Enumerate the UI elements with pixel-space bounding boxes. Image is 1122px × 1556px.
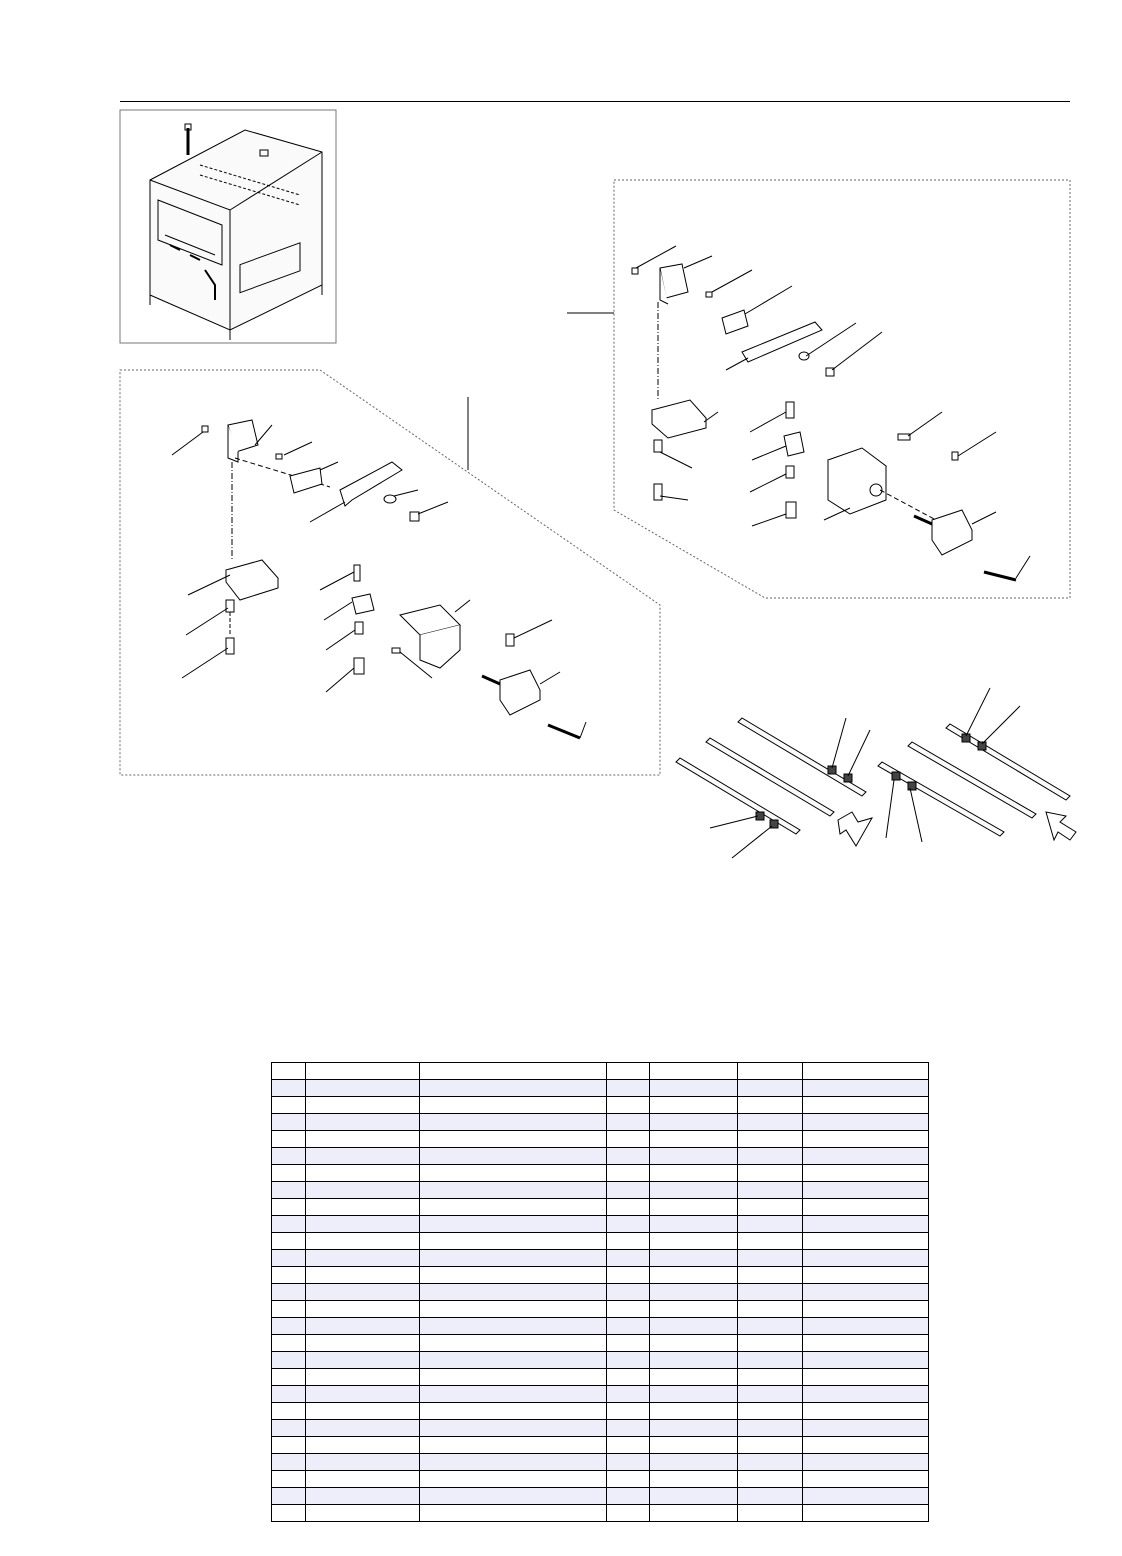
table-cell bbox=[272, 1369, 306, 1386]
table-cell bbox=[306, 1471, 420, 1488]
left-assembly-panel bbox=[120, 370, 660, 775]
table-cell bbox=[738, 1131, 803, 1148]
table-cell bbox=[420, 1403, 607, 1420]
table-cell bbox=[272, 1080, 306, 1097]
table-cell bbox=[306, 1301, 420, 1318]
table-cell bbox=[650, 1216, 738, 1233]
table-cell bbox=[738, 1114, 803, 1131]
table-cell bbox=[272, 1454, 306, 1471]
table-cell bbox=[738, 1199, 803, 1216]
table-row bbox=[272, 1471, 929, 1488]
table-cell bbox=[650, 1165, 738, 1182]
table-cell bbox=[306, 1267, 420, 1284]
table-cell bbox=[420, 1352, 607, 1369]
table-cell bbox=[803, 1199, 929, 1216]
table-row bbox=[272, 1284, 929, 1301]
table-cell bbox=[420, 1488, 607, 1505]
table-cell bbox=[650, 1335, 738, 1352]
table-cell bbox=[803, 1420, 929, 1437]
table-cell bbox=[650, 1148, 738, 1165]
table-cell bbox=[607, 1097, 650, 1114]
table-cell bbox=[272, 1233, 306, 1250]
table-cell bbox=[272, 1437, 306, 1454]
table-cell bbox=[420, 1471, 607, 1488]
table-cell bbox=[272, 1267, 306, 1284]
table-cell bbox=[306, 1488, 420, 1505]
table-cell bbox=[607, 1131, 650, 1148]
table-cell bbox=[738, 1352, 803, 1369]
table-cell bbox=[650, 1352, 738, 1369]
table-cell bbox=[738, 1301, 803, 1318]
table-row bbox=[272, 1488, 929, 1505]
table-cell bbox=[420, 1097, 607, 1114]
table-cell bbox=[607, 1352, 650, 1369]
table-cell bbox=[803, 1216, 929, 1233]
table-cell bbox=[272, 1063, 306, 1080]
table-cell bbox=[306, 1250, 420, 1267]
table-cell bbox=[650, 1386, 738, 1403]
table-row bbox=[272, 1114, 929, 1131]
table-cell bbox=[803, 1437, 929, 1454]
table-row bbox=[272, 1063, 929, 1080]
table-row bbox=[272, 1454, 929, 1471]
table-cell bbox=[272, 1199, 306, 1216]
parts-list-table bbox=[271, 1062, 929, 1522]
table-cell bbox=[803, 1454, 929, 1471]
table-cell bbox=[803, 1097, 929, 1114]
table-cell bbox=[803, 1318, 929, 1335]
table-cell bbox=[272, 1488, 306, 1505]
table-cell bbox=[650, 1454, 738, 1471]
table-cell bbox=[650, 1505, 738, 1522]
table-cell bbox=[803, 1284, 929, 1301]
table-cell bbox=[738, 1080, 803, 1097]
table-cell bbox=[306, 1335, 420, 1352]
table-cell bbox=[607, 1114, 650, 1131]
table-row bbox=[272, 1352, 929, 1369]
table-cell bbox=[607, 1284, 650, 1301]
table-cell bbox=[607, 1165, 650, 1182]
table-cell bbox=[420, 1165, 607, 1182]
table-cell bbox=[272, 1420, 306, 1437]
table-cell bbox=[272, 1301, 306, 1318]
table-cell bbox=[607, 1505, 650, 1522]
table-cell bbox=[738, 1318, 803, 1335]
table-cell bbox=[607, 1454, 650, 1471]
table-cell bbox=[306, 1437, 420, 1454]
table-row bbox=[272, 1165, 929, 1182]
table-row bbox=[272, 1080, 929, 1097]
table-cell bbox=[738, 1097, 803, 1114]
table-cell bbox=[272, 1114, 306, 1131]
table-row bbox=[272, 1301, 929, 1318]
table-cell bbox=[420, 1199, 607, 1216]
table-cell bbox=[420, 1301, 607, 1318]
table-cell bbox=[803, 1182, 929, 1199]
table-cell bbox=[650, 1420, 738, 1437]
table-cell bbox=[272, 1403, 306, 1420]
table-row bbox=[272, 1267, 929, 1284]
table-cell bbox=[738, 1148, 803, 1165]
table-cell bbox=[803, 1301, 929, 1318]
table-row bbox=[272, 1403, 929, 1420]
table-cell bbox=[738, 1420, 803, 1437]
table-cell bbox=[607, 1420, 650, 1437]
table-cell bbox=[420, 1284, 607, 1301]
table-cell bbox=[607, 1182, 650, 1199]
table-cell bbox=[650, 1301, 738, 1318]
table-cell bbox=[607, 1437, 650, 1454]
table-cell bbox=[650, 1199, 738, 1216]
table-cell bbox=[650, 1471, 738, 1488]
table-cell bbox=[272, 1216, 306, 1233]
table-cell bbox=[738, 1250, 803, 1267]
table-cell bbox=[650, 1267, 738, 1284]
table-cell bbox=[306, 1284, 420, 1301]
table-row bbox=[272, 1318, 929, 1335]
table-cell bbox=[420, 1182, 607, 1199]
table-cell bbox=[650, 1080, 738, 1097]
table-cell bbox=[738, 1216, 803, 1233]
table-cell bbox=[306, 1318, 420, 1335]
table-row bbox=[272, 1097, 929, 1114]
table-cell bbox=[803, 1114, 929, 1131]
table-cell bbox=[420, 1318, 607, 1335]
table-cell bbox=[738, 1335, 803, 1352]
table-cell bbox=[803, 1131, 929, 1148]
table-cell bbox=[607, 1386, 650, 1403]
right-assembly-parts bbox=[567, 246, 1030, 580]
table-cell bbox=[650, 1488, 738, 1505]
table-cell bbox=[306, 1114, 420, 1131]
table-cell bbox=[803, 1471, 929, 1488]
table-row bbox=[272, 1199, 929, 1216]
table-row bbox=[272, 1250, 929, 1267]
table-cell bbox=[650, 1403, 738, 1420]
table-cell bbox=[607, 1216, 650, 1233]
table-cell bbox=[803, 1233, 929, 1250]
table-cell bbox=[306, 1148, 420, 1165]
table-cell bbox=[803, 1267, 929, 1284]
table-cell bbox=[420, 1216, 607, 1233]
table-cell bbox=[306, 1505, 420, 1522]
table-cell bbox=[607, 1233, 650, 1250]
table-cell bbox=[803, 1250, 929, 1267]
table-cell bbox=[420, 1131, 607, 1148]
table-row bbox=[272, 1216, 929, 1233]
table-row bbox=[272, 1233, 929, 1250]
table-cell bbox=[607, 1250, 650, 1267]
table-cell bbox=[272, 1335, 306, 1352]
table-cell bbox=[803, 1148, 929, 1165]
table-cell bbox=[607, 1471, 650, 1488]
table-cell bbox=[420, 1437, 607, 1454]
table-cell bbox=[803, 1488, 929, 1505]
table-cell bbox=[607, 1488, 650, 1505]
table-cell bbox=[272, 1165, 306, 1182]
table-row bbox=[272, 1369, 929, 1386]
table-cell bbox=[607, 1148, 650, 1165]
table-cell bbox=[272, 1284, 306, 1301]
table-row bbox=[272, 1335, 929, 1352]
left-assembly-parts bbox=[172, 397, 586, 738]
table-cell bbox=[306, 1199, 420, 1216]
table-cell bbox=[738, 1369, 803, 1386]
table-row bbox=[272, 1420, 929, 1437]
table-cell bbox=[272, 1131, 306, 1148]
table-cell bbox=[420, 1335, 607, 1352]
table-cell bbox=[650, 1369, 738, 1386]
table-row bbox=[272, 1148, 929, 1165]
table-cell bbox=[272, 1505, 306, 1522]
table-cell bbox=[420, 1420, 607, 1437]
table-cell bbox=[306, 1131, 420, 1148]
table-cell bbox=[420, 1080, 607, 1097]
table-cell bbox=[650, 1114, 738, 1131]
table-cell bbox=[803, 1403, 929, 1420]
table-cell bbox=[607, 1301, 650, 1318]
table-cell bbox=[738, 1267, 803, 1284]
table-cell bbox=[650, 1318, 738, 1335]
table-cell bbox=[738, 1165, 803, 1182]
table-cell bbox=[607, 1403, 650, 1420]
table-cell bbox=[607, 1318, 650, 1335]
table-cell bbox=[306, 1165, 420, 1182]
table-cell bbox=[738, 1284, 803, 1301]
machine-overview-panel bbox=[120, 110, 336, 343]
table-cell bbox=[803, 1386, 929, 1403]
table-cell bbox=[306, 1454, 420, 1471]
table-cell bbox=[803, 1063, 929, 1080]
table-cell bbox=[420, 1233, 607, 1250]
table-cell bbox=[306, 1216, 420, 1233]
table-cell bbox=[607, 1335, 650, 1352]
table-cell bbox=[607, 1369, 650, 1386]
table-cell bbox=[272, 1318, 306, 1335]
table-cell bbox=[803, 1080, 929, 1097]
table-cell bbox=[803, 1352, 929, 1369]
table-cell bbox=[420, 1454, 607, 1471]
table-cell bbox=[738, 1454, 803, 1471]
table-cell bbox=[420, 1250, 607, 1267]
table-cell bbox=[607, 1063, 650, 1080]
table-cell bbox=[738, 1386, 803, 1403]
table-cell bbox=[738, 1437, 803, 1454]
table-cell bbox=[306, 1063, 420, 1080]
table-cell bbox=[738, 1505, 803, 1522]
table-cell bbox=[650, 1437, 738, 1454]
table-cell bbox=[738, 1182, 803, 1199]
table-row bbox=[272, 1437, 929, 1454]
table-cell bbox=[738, 1471, 803, 1488]
table-row bbox=[272, 1131, 929, 1148]
table-cell bbox=[420, 1386, 607, 1403]
table-cell bbox=[607, 1080, 650, 1097]
table-cell bbox=[306, 1352, 420, 1369]
table-row bbox=[272, 1386, 929, 1403]
table-cell bbox=[650, 1250, 738, 1267]
table-cell bbox=[306, 1097, 420, 1114]
table-cell bbox=[420, 1114, 607, 1131]
rail-assemblies bbox=[676, 688, 1076, 858]
table-cell bbox=[607, 1267, 650, 1284]
table-cell bbox=[420, 1267, 607, 1284]
table-cell bbox=[803, 1165, 929, 1182]
table-cell bbox=[306, 1369, 420, 1386]
table-cell bbox=[738, 1488, 803, 1505]
table-cell bbox=[650, 1131, 738, 1148]
table-cell bbox=[803, 1335, 929, 1352]
table-cell bbox=[607, 1199, 650, 1216]
table-cell bbox=[272, 1182, 306, 1199]
table-cell bbox=[803, 1369, 929, 1386]
table-cell bbox=[272, 1352, 306, 1369]
table-cell bbox=[306, 1420, 420, 1437]
table-cell bbox=[738, 1063, 803, 1080]
table-cell bbox=[650, 1063, 738, 1080]
table-cell bbox=[420, 1063, 607, 1080]
table-cell bbox=[272, 1148, 306, 1165]
table-row bbox=[272, 1505, 929, 1522]
table-cell bbox=[272, 1386, 306, 1403]
table-cell bbox=[420, 1505, 607, 1522]
table-cell bbox=[738, 1233, 803, 1250]
table-cell bbox=[306, 1386, 420, 1403]
table-cell bbox=[306, 1403, 420, 1420]
table-cell bbox=[272, 1471, 306, 1488]
table-cell bbox=[738, 1403, 803, 1420]
table-cell bbox=[420, 1369, 607, 1386]
table-cell bbox=[272, 1250, 306, 1267]
table-cell bbox=[420, 1148, 607, 1165]
table-cell bbox=[803, 1505, 929, 1522]
table-cell bbox=[650, 1182, 738, 1199]
table-cell bbox=[306, 1080, 420, 1097]
table-cell bbox=[650, 1284, 738, 1301]
table-cell bbox=[306, 1182, 420, 1199]
table-row bbox=[272, 1182, 929, 1199]
right-assembly-panel bbox=[614, 180, 1070, 598]
table-cell bbox=[650, 1233, 738, 1250]
table-cell bbox=[306, 1233, 420, 1250]
table-cell bbox=[650, 1097, 738, 1114]
table-cell bbox=[272, 1097, 306, 1114]
